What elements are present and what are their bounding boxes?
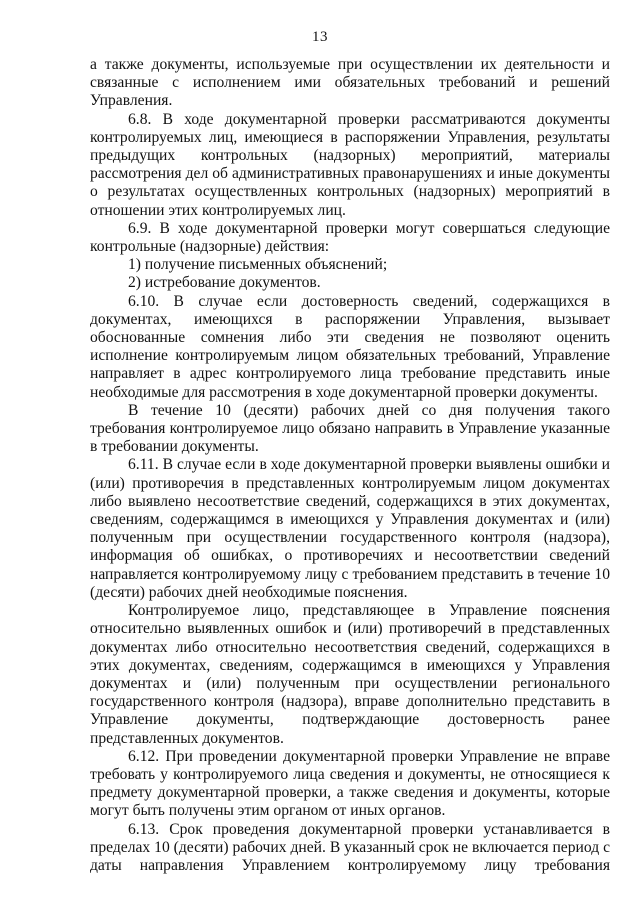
paragraph-6-10: 6.10. В случае если достоверность сведений, содержащихся в документах, имеющихся в распоряжении Управления, вызывает обоснованные сомнения либо эти сведения не позволяют оценить исполнение контролируемым лицом обязательных требований, Управление направляет в адрес контролируемого лица требование представить иные необходимые для рассмотрения в ходе документарной проверки документы. [90,292,610,401]
paragraph-6-10-deadline: В течение 10 (десяти) рабочих дней со дня получения такого требования контролируемое лицо обязано направить в Управление указанные в требовании документы. [90,401,610,456]
paragraph-6-8: 6.8. В ходе документарной проверки рассматриваются документы контролируемых лиц, имеющиеся в распоряжении Управления, результаты предыдущих контрольных (надзорных) мероприятий, материалы рассмотрения дел об административных правонарушениях и иные документы о результатах осуществленных контрольных (надзорных) мероприятий в отношении этих контролируемых лиц. [90,110,610,219]
paragraph-6-9: 6.9. В ходе документарной проверки могут совершаться следующие контрольные (надзорные) действия: [90,219,610,256]
page-number: 13 [312,29,328,45]
paragraph-6-12: 6.12. При проведении документарной проверки Управление не вправе требовать у контролируемого лица сведения и документы, не относящиеся к предмету документарной проверки, а также сведения и документы, которые могут быть получены этим органом от иных органов. [90,747,610,820]
paragraph-6-11: 6.11. В случае если в ходе документарной проверки выявлены ошибки и (или) противоречия в представленных контролируемым лицом документах либо выявлено несоответствие сведений, содержащихся в этих документах, сведениям, содержащимся в имеющихся у Управления документах и (или) полученным при осуществлении государственного контроля (надзора), информация об ошибках, о противоречиях и несоответствии сведений направляется контролируемому лицу с требованием представить в течение 10 (десяти) рабочих дней необходимые пояснения. [90,456,610,601]
paragraph-6-11-explanations: Контролируемое лицо, представляющее в Управление пояснения относительно выявленных ошибок и (или) противоречий в представленных документах либо относительно несоответствия сведений, содержащихся в этих документах, сведениям, содержащимся в имеющихся у Управления документах и (или) полученным при осуществлении регионального государственного контроля (надзора), вправе дополнительно представить в Управление документы, подтверждающие достоверность ранее представленных документов. [90,602,610,747]
paragraph-6-13: 6.13. Срок проведения документарной проверки устанавливается в пределах 10 (десяти) рабочих дней. В указанный срок не включается период с даты направления Управлением контролируемому лицу требования [90,820,610,874]
list-item-1: 1) получение письменных объяснений; [128,256,388,274]
paragraph-continuation: а также документы, используемые при осуществлении их деятельности и связанные с исполнением ими обязательных требований и решений Управления. [90,56,610,110]
document-body [90,56,610,875]
list-item-2: 2) истребование документов. [128,274,321,292]
